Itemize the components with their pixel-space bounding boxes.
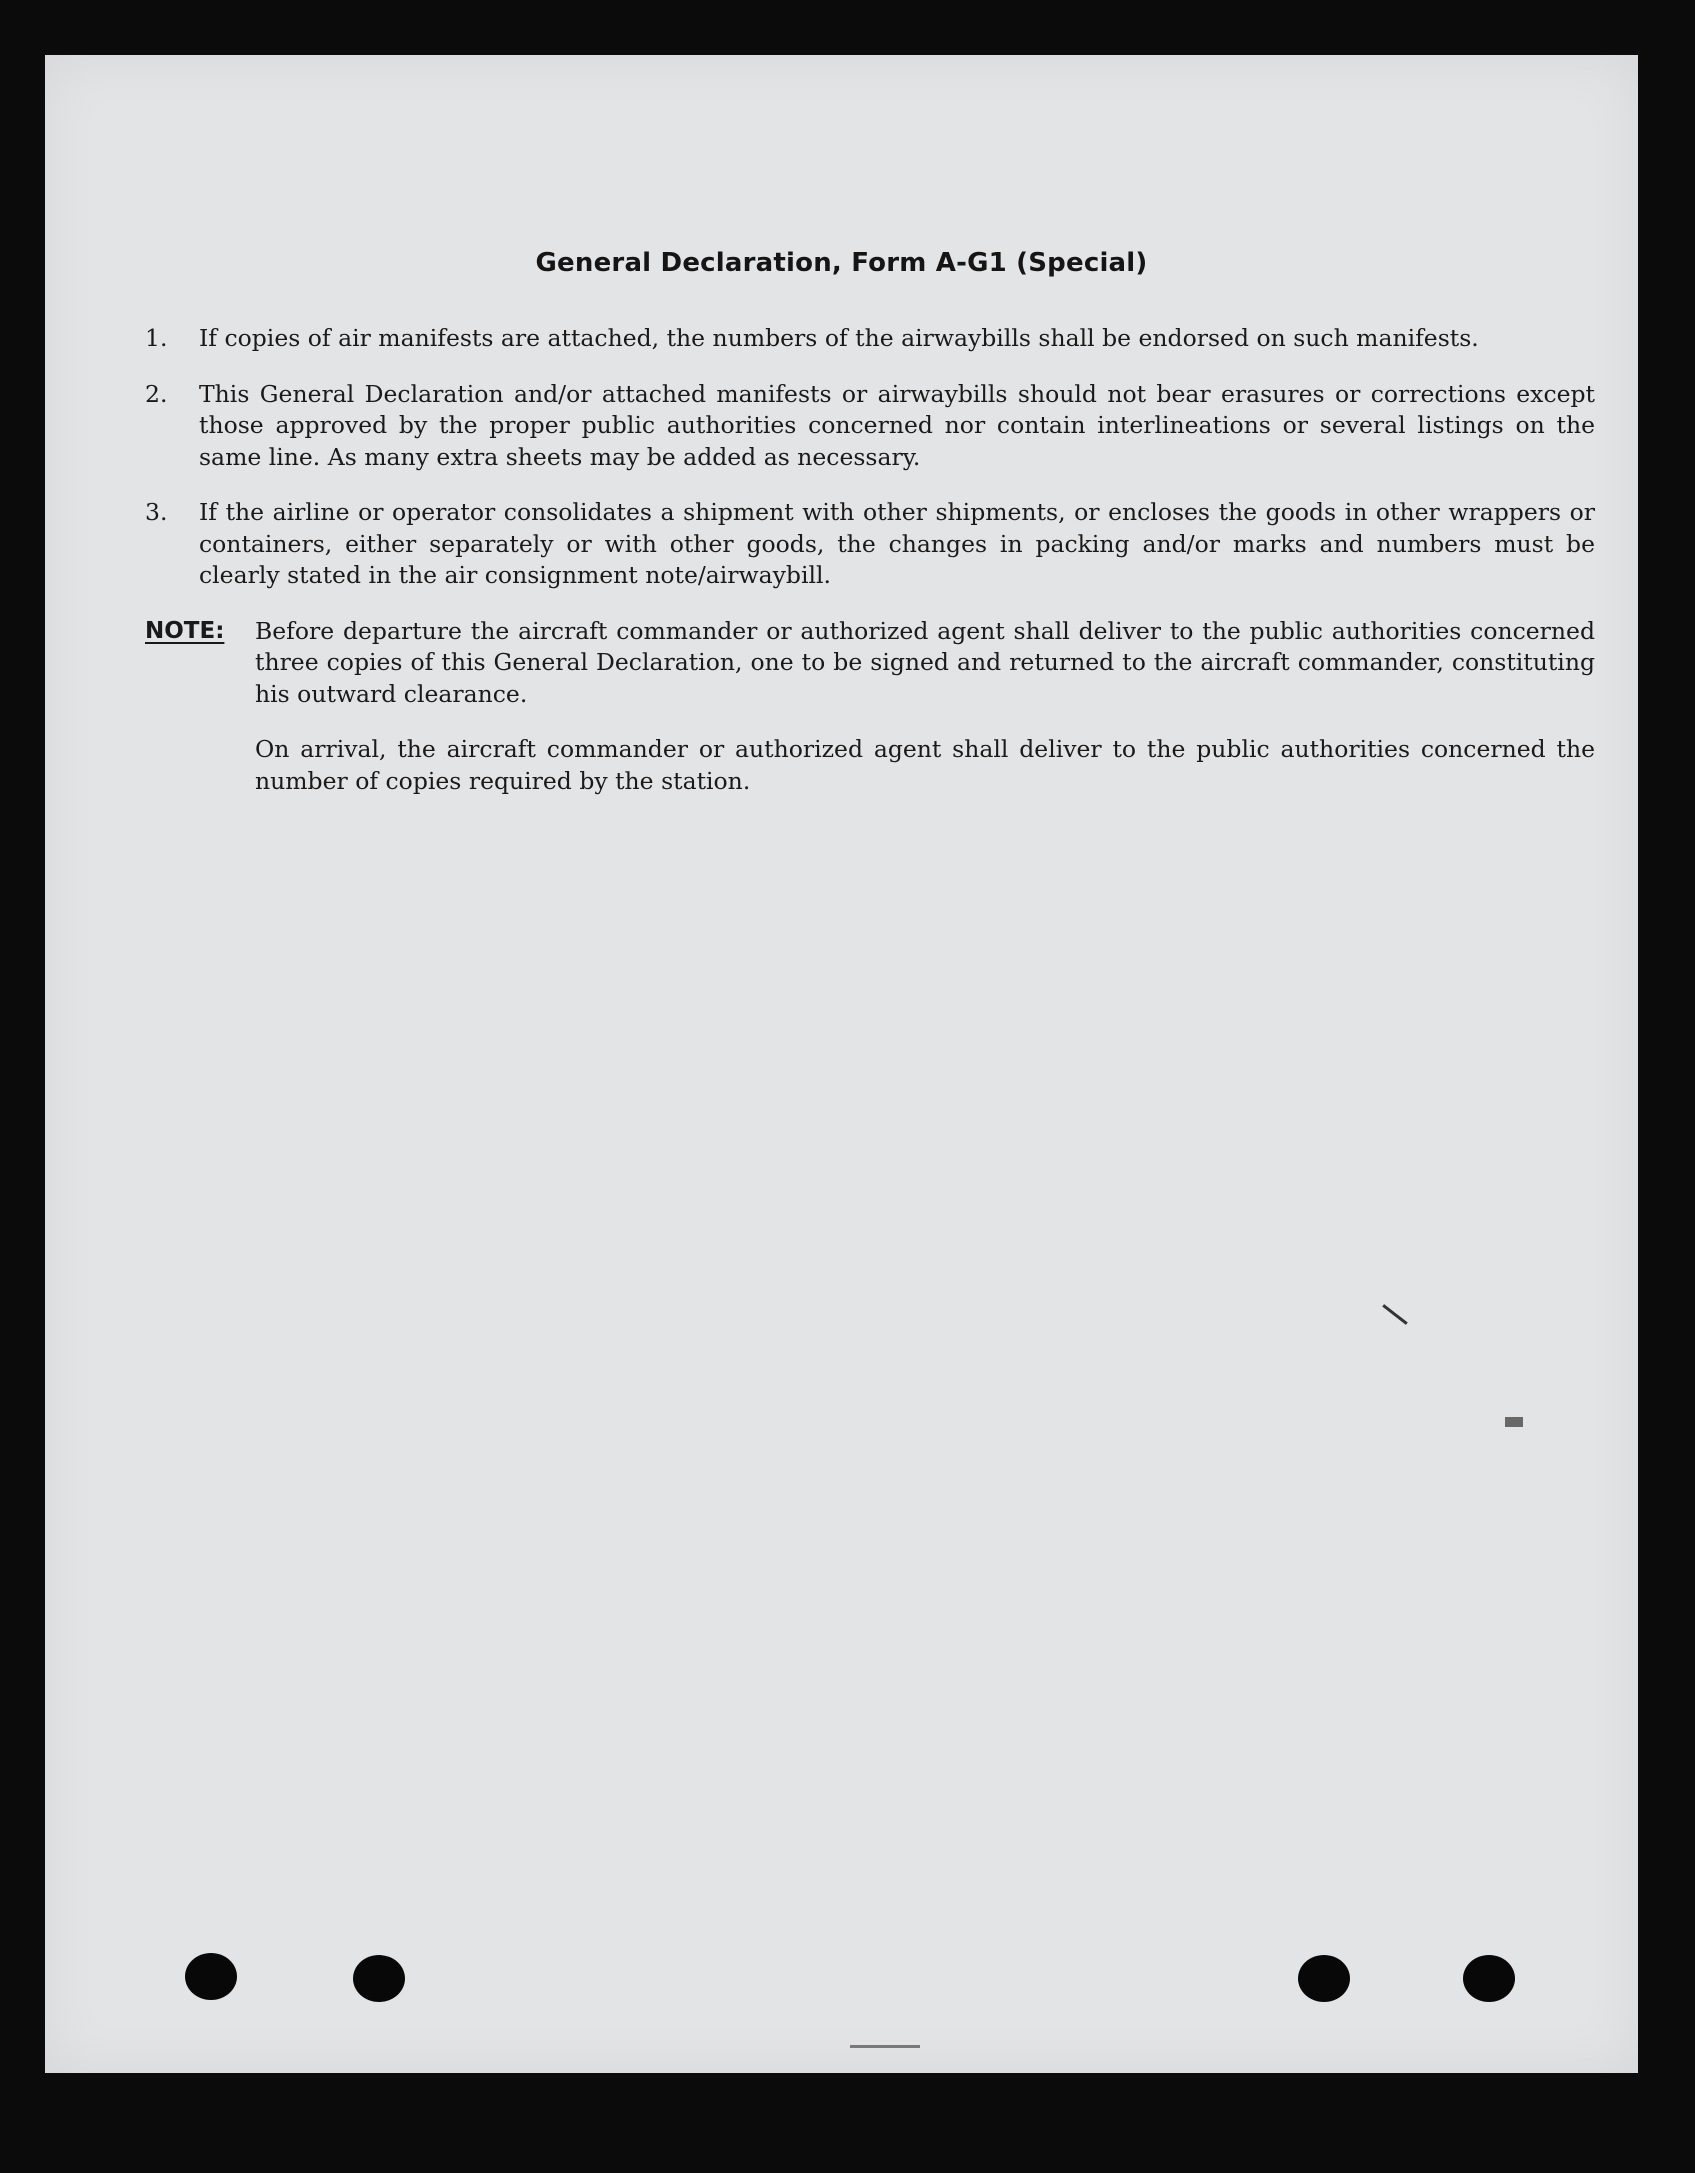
note-label: NOTE:: [145, 617, 225, 644]
instruction-text: This General Declaration and/or attached manifests or airwaybills should not bear erasures or corrections except those approved by the proper public authorities concerned nor contain interlineations or several listings on the same line. As many extra sheets may be added as necessary.: [199, 379, 1595, 471]
instruction-item: [145, 323, 1595, 355]
instruction-number: 2.: [145, 379, 168, 408]
document-page: [45, 55, 1638, 2073]
punch-hole: [353, 1955, 405, 2002]
instruction-number: 1.: [145, 324, 168, 352]
punch-hole: [1298, 1955, 1350, 2002]
stray-mark: [850, 2045, 920, 2048]
punch-hole: [1463, 1955, 1515, 2002]
instruction-text: If the airline or operator consolidates a shipment with other shipments, or encloses the goods in other wrappers or containers, either separately or with other goods, the changes in packing and/or marks and numbers must be clearly stated in the air consignment note/airwaybill.: [199, 498, 1595, 589]
stray-mark: [1505, 1417, 1523, 1427]
instruction-number: 3.: [145, 498, 168, 526]
instruction-item: [145, 379, 1595, 474]
instructions-list: [145, 323, 1595, 821]
instruction-item: [145, 497, 1595, 592]
note-paragraph: Before departure the aircraft commander or authorized agent shall deliver to the public authorities concerned three copies of this General Declaration, one to be signed and returned to the aircraft commander, constituting his outward clearance.: [255, 616, 1595, 708]
punch-hole: [185, 1953, 237, 2000]
instruction-text: If copies of air manifests are attached, the numbers of the airwaybills shall be endorsed on such manifests.: [199, 324, 1479, 352]
note-paragraph: On arrival, the aircraft commander or authorized agent shall deliver to the public authorities concerned the number of copies required by the station.: [255, 735, 1595, 795]
document-title: General Declaration, Form A-G1 (Special): [535, 248, 1148, 278]
note-section: [145, 616, 1595, 798]
stray-mark: [1382, 1304, 1407, 1325]
